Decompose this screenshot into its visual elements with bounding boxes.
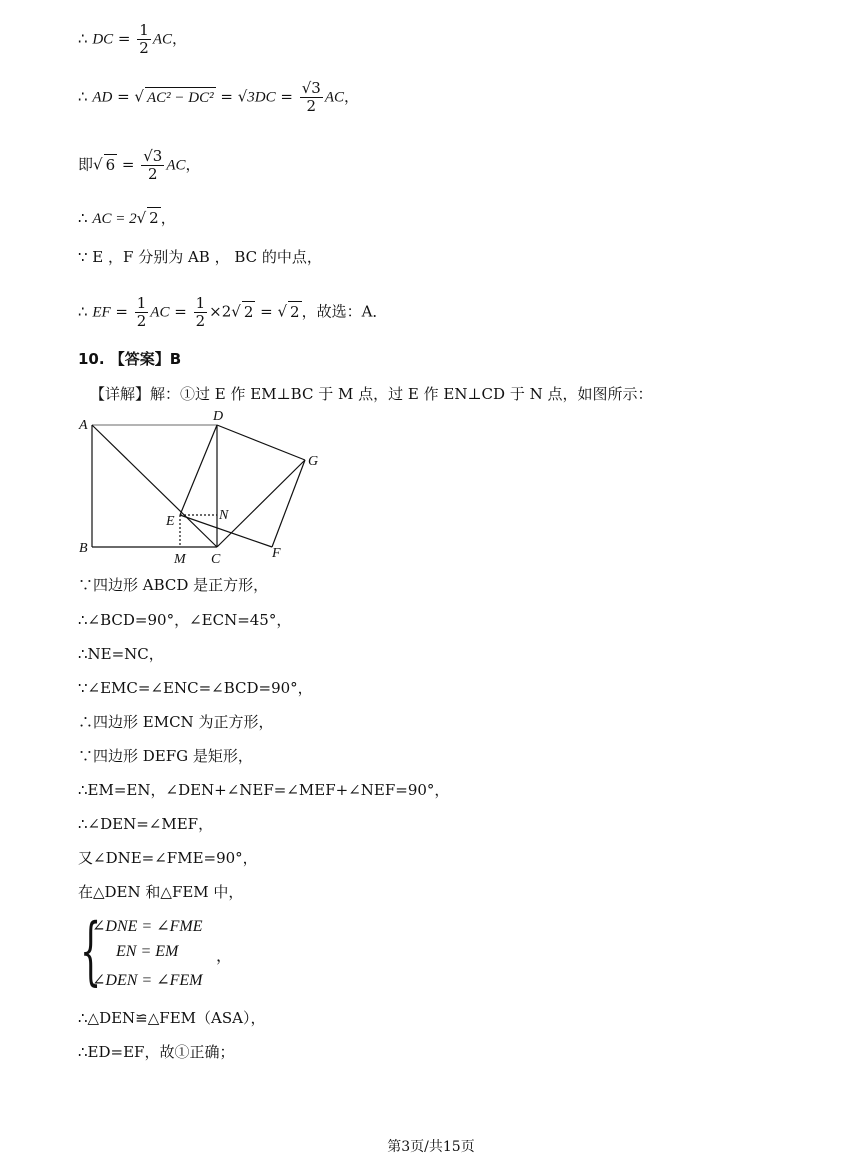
statement-3: ∴NE=NC， <box>78 645 164 663</box>
label-d: D <box>213 409 224 424</box>
geometry-figure <box>76 405 326 570</box>
equation-sqrt6: 即√ 6 = $\frac{√3}{2}$ AC， <box>78 147 201 183</box>
solution-detail: 【详解】解：①过 E 作 EM⊥BC 于 M 点，过 E 作 EN⊥CD 于 N 点，如图所示： <box>90 385 653 403</box>
equation-system: { ∠DNE = ∠FME EN = EM ， ∠DEN = ∠FEM <box>80 908 233 994</box>
equation-ac: ∴ AC = 2√ 2 ， <box>78 209 176 227</box>
statement-4: ∵∠EMC=∠ENC=∠BCD=90°， <box>78 679 313 697</box>
system-line-2: EN = EM <box>116 943 179 960</box>
system-line-3: ∠DEN = ∠FEM <box>92 972 203 989</box>
statement-1: ∵四边形 ABCD 是正方形， <box>78 576 269 594</box>
statement-5: ∴四边形 EMCN 为正方形， <box>78 713 274 731</box>
page-footer: 第3页/共15页 <box>387 1139 475 1155</box>
label-f: F <box>272 546 281 561</box>
system-line-1: ∠DNE = ∠FME <box>92 918 203 935</box>
statement-7: ∴EM=EN，∠DEN+∠NEF=∠MEF+∠NEF=90°， <box>78 781 450 799</box>
statement-10: 在△DEN 和△FEM 中， <box>78 883 244 901</box>
statement-11: ∴△DEN≌△FEM（ASA）， <box>78 1009 266 1027</box>
equation-ef: ∴ EF = $\frac{1}{2}$ AC = $\frac{1}{2}$ ×2√ 2 = √ 2 ，故选：A． <box>78 294 388 330</box>
label-b: B <box>79 541 88 556</box>
label-n: N <box>219 508 229 523</box>
statement-8: ∴∠DEN=∠MEF， <box>78 815 214 833</box>
label-a: A <box>79 418 88 433</box>
question-10-answer: 10. 【答案】B <box>78 350 182 368</box>
statement-2: ∴∠BCD=90°，∠ECN=45°， <box>78 611 292 629</box>
system-tail: ， <box>216 946 233 965</box>
statement-9: 又∠DNE=∠FME=90°， <box>78 849 258 867</box>
midpoint-statement: ∵ E ，F 分别为 AB ， BC 的中点， <box>78 248 322 266</box>
label-e: E <box>166 514 175 529</box>
label-c: C <box>211 552 221 567</box>
statement-12: ∴ED=EF，故①正确； <box>78 1043 235 1061</box>
equation-ad: ∴ AD = √ AC² − DC² = √3DC = $\frac{√3}{2}$ AC， <box>78 79 360 115</box>
label-m: M <box>174 552 186 567</box>
equation-dc: ∴ DC = $\frac{1}{2}$ AC， <box>78 21 187 57</box>
label-g: G <box>308 454 319 469</box>
statement-6: ∵四边形 DEFG 是矩形， <box>78 747 253 765</box>
